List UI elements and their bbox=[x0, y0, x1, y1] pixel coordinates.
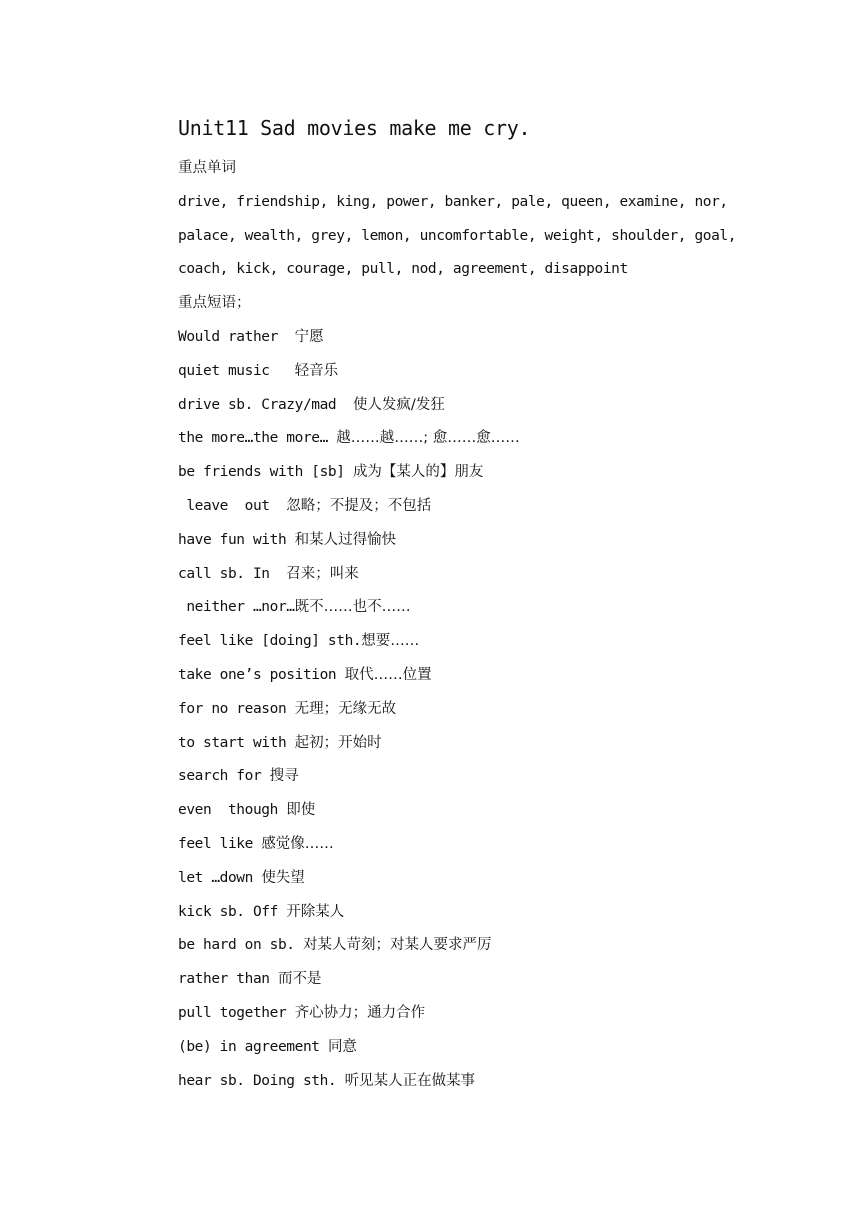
phrase-chinese: 无理；无缘无故 bbox=[294, 700, 397, 717]
phrase-item bbox=[178, 490, 738, 524]
phrase-item bbox=[178, 591, 738, 625]
phrase-english: rather than bbox=[178, 971, 278, 988]
phrase-chinese: 和某人过得愉快 bbox=[294, 531, 397, 548]
phrase-english: feel like [doing] sth. bbox=[178, 633, 362, 650]
phrase-english: search for bbox=[178, 768, 270, 785]
phrase-chinese: 使人发疯/发狂 bbox=[352, 396, 445, 413]
phrase-chinese: 起初；开始时 bbox=[294, 734, 382, 751]
phrase-item bbox=[178, 659, 738, 693]
phrase-chinese: 感觉像…… bbox=[261, 835, 334, 852]
phrase-item bbox=[178, 862, 738, 896]
phrase-english: neither …nor… bbox=[178, 599, 295, 616]
phrase-item bbox=[178, 828, 738, 862]
phrase-english: drive sb. Crazy/mad bbox=[178, 396, 353, 413]
phrase-chinese: 宁愿 bbox=[294, 328, 324, 345]
phrase-english: call sb. In bbox=[178, 565, 287, 582]
phrase-english: the more…the more… bbox=[178, 430, 337, 447]
phrase-english: leave out bbox=[178, 497, 287, 514]
phrase-chinese: 既不……也不…… bbox=[294, 599, 411, 616]
phrase-item bbox=[178, 1031, 738, 1065]
phrase-english: kick sb. Off bbox=[178, 903, 287, 920]
vocab-line: palace, wealth, grey, lemon, uncomfortable, weight, shoulder, goal, bbox=[178, 227, 737, 244]
phrase-item bbox=[178, 929, 738, 963]
phrase-chinese: 即使 bbox=[286, 802, 316, 819]
vocab-line: coach, kick, courage, pull, nod, agreement, disappoint bbox=[178, 261, 628, 278]
phrase-item bbox=[178, 355, 738, 389]
phrase-item bbox=[178, 1065, 738, 1099]
phrase-item bbox=[178, 896, 738, 930]
vocab-line: drive, friendship, king, power, banker, pale, queen, examine, nor, bbox=[178, 193, 728, 210]
phrase-chinese: 听见某人正在做某事 bbox=[344, 1072, 476, 1089]
phrase-english: (be) in agreement bbox=[178, 1038, 328, 1055]
phrase-chinese: 成为【某人的】朋友 bbox=[352, 464, 484, 481]
phrase-chinese: 想要…… bbox=[361, 633, 420, 650]
phrase-english: feel like bbox=[178, 835, 262, 852]
phrase-chinese: 同意 bbox=[327, 1038, 357, 1055]
phrase-chinese: 取代……位置 bbox=[344, 666, 432, 683]
phrase-item bbox=[178, 997, 738, 1031]
phrase-chinese: 越……越……; 愈……愈…… bbox=[336, 430, 520, 447]
phrase-english: pull together bbox=[178, 1004, 295, 1021]
phrase-item bbox=[178, 963, 738, 997]
phrase-chinese: 召来；叫来 bbox=[286, 565, 359, 582]
phrase-list bbox=[178, 321, 738, 1098]
phrase-english: Would rather bbox=[178, 328, 295, 345]
phrase-item bbox=[178, 625, 738, 659]
phrase-item bbox=[178, 693, 738, 727]
phrase-item bbox=[178, 558, 738, 592]
phrase-item bbox=[178, 727, 738, 761]
phrase-chinese: 开除某人 bbox=[286, 903, 345, 920]
phrase-chinese: 忽略；不提及；不包括 bbox=[286, 497, 432, 514]
phrase-english: to start with bbox=[178, 734, 295, 751]
phrase-item bbox=[178, 760, 738, 794]
phrase-chinese: 而不是 bbox=[277, 971, 322, 988]
phrase-english: be friends with [sb] bbox=[178, 464, 353, 481]
phrases-heading: 重点短语； bbox=[178, 295, 251, 312]
phrase-english: let …down bbox=[178, 869, 262, 886]
vocab-heading: 重点单词 bbox=[178, 160, 236, 176]
document-content bbox=[178, 114, 738, 1098]
phrase-item bbox=[178, 524, 738, 558]
phrase-chinese: 搜寻 bbox=[269, 768, 299, 785]
phrase-item bbox=[178, 389, 738, 423]
phrase-english: for no reason bbox=[178, 700, 295, 717]
page-title: Unit11 Sad movies make me cry. bbox=[178, 116, 531, 140]
phrase-english: have fun with bbox=[178, 531, 295, 548]
phrase-english: take one’s position bbox=[178, 666, 345, 683]
phrase-item bbox=[178, 321, 738, 355]
phrase-item bbox=[178, 794, 738, 828]
phrase-item bbox=[178, 456, 738, 490]
phrase-chinese: 齐心协力；通力合作 bbox=[294, 1004, 426, 1021]
phrase-chinese: 使失望 bbox=[261, 869, 305, 886]
phrase-chinese: 对某人苛刻；对某人要求严厉 bbox=[302, 937, 492, 954]
phrase-item bbox=[178, 422, 738, 456]
phrase-english: even though bbox=[178, 802, 287, 819]
phrase-chinese: 轻音乐 bbox=[294, 362, 339, 379]
phrase-english: be hard on sb. bbox=[178, 937, 303, 954]
phrase-english: hear sb. Doing sth. bbox=[178, 1072, 345, 1089]
phrase-english: quiet music bbox=[178, 362, 295, 379]
